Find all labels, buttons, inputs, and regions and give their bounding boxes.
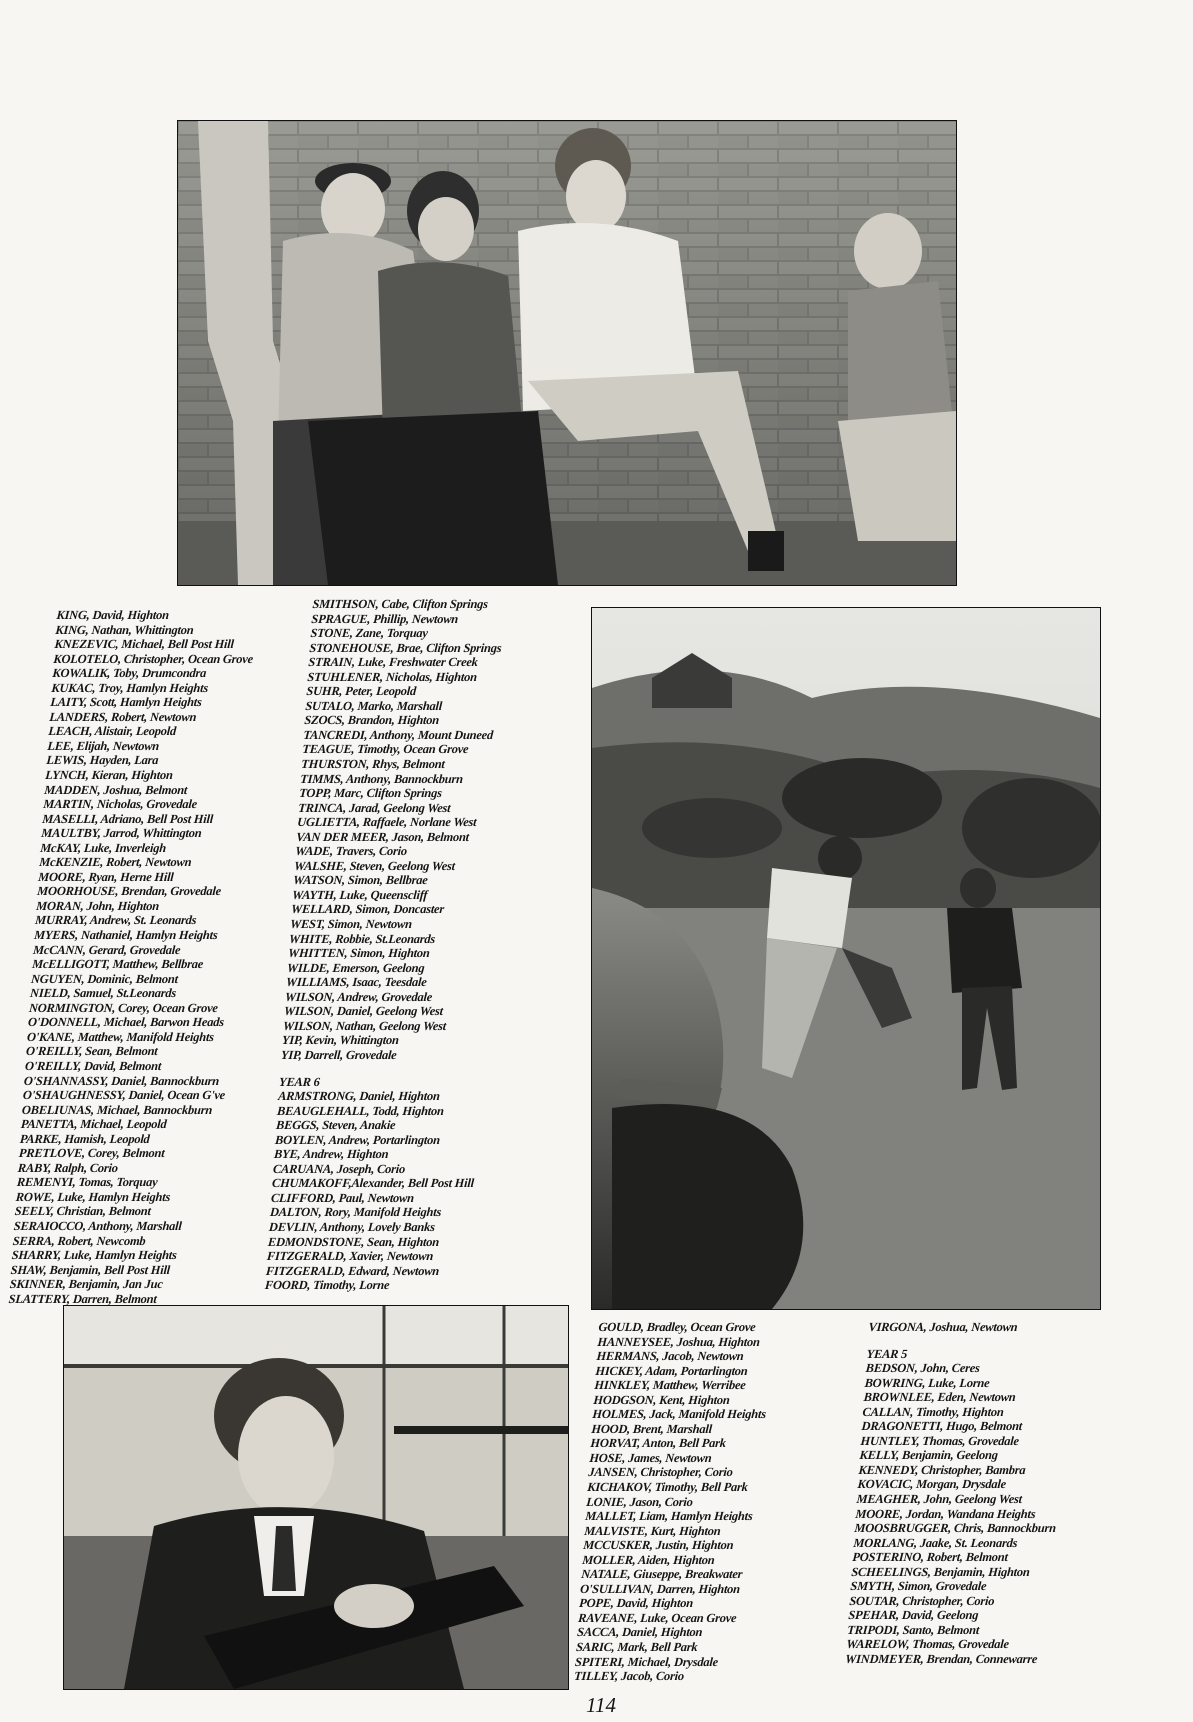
student-name-entry: McELLIGOTT, Matthew, Bellbrae [31,957,204,972]
student-name-entry: PANETTA, Michael, Leopold [20,1117,167,1132]
student-name-entry: POPE, David, Highton [578,1596,694,1611]
boys-sitting-against-brick-wall-photo [178,121,956,585]
student-name-entry: MCCUSKER, Justin, Highton [582,1538,734,1553]
student-name-entry: DRAGONETTI, Hugo, Belmont [861,1419,1023,1434]
student-name-entry: MALVISTE, Kurt, Highton [583,1523,721,1538]
student-name-entry: LEE, Elijah, Newtown [46,738,160,753]
student-name-entry: SPITERI, Michael, Drysdale [574,1654,719,1669]
student-name-entry: MADDEN, Joshua, Belmont [43,782,188,797]
student-name-entry: WILDE, Emerson, Geelong [286,960,425,975]
student-name-entry: TILLEY, Jacob, Corio [573,1669,685,1684]
student-name-entry: TRIPODI, Santo, Belmont [846,1622,980,1637]
student-name-entry: SKINNER, Benjamin, Jan Juc [9,1277,164,1292]
student-name-entry: NGUYEN, Dominic, Belmont [30,971,179,986]
student-name-entry: CHUMAKOFF,Alexander, Bell Post Hill [271,1176,475,1191]
student-name-entry: NIELD, Samuel, St.Leonards [29,986,177,1001]
student-name-entry: WILSON, Nathan, Geelong West [282,1018,447,1033]
student-name-entry: STONE, Zane, Torquay [309,626,429,641]
student-name-entry: O'KANE, Matthew, Manifold Heights [26,1029,215,1044]
student-name-entry: WHITE, Robbie, St.Leonards [288,931,436,946]
student-name-entry: SMYTH, Simon, Grovedale [849,1579,987,1594]
student-name-entry: MYERS, Nathaniel, Hamlyn Heights [33,928,218,943]
student-name-entry: FITZGERALD, Edward, Newtown [265,1263,440,1278]
student-name-entry: TRINCA, Jarad, Geelong West [297,800,451,815]
student-name-entry: SUHR, Peter, Leopold [305,684,417,699]
student-name-entry: TEAGUE, Timothy, Ocean Grove [301,742,469,757]
student-name-entry: KICHAKOV, Timothy, Bell Park [586,1480,749,1495]
student-name-entry: KOVACIC, Morgan, Drysdale [857,1477,1007,1492]
student-name-entry: MOLLER, Aiden, Highton [581,1552,715,1567]
student-name-entry: KENNEDY, Christopher, Bambra [858,1462,1026,1477]
student-name-entry: BOYLEN, Andrew, Portarlington [274,1132,441,1147]
student-name-entry: O'REILLY, Sean, Belmont [25,1044,159,1059]
student-name-entry: REMENYI, Tomas, Torquay [16,1175,158,1190]
student-name-entry: UGLIETTA, Raffaele, Norlane West [296,815,477,830]
student-name-entry: RABY, Ralph, Corio [17,1160,119,1175]
student-name-entry: DEVLIN, Anthony, Lovely Banks [268,1219,436,1234]
student-name-entry: LAITY, Scott, Hamlyn Heights [49,695,203,710]
student-name-entry: MORAN, John, Highton [35,898,160,913]
student-name-entry: GOULD, Bradley, Ocean Grove [598,1320,756,1334]
student-name-entry: ARMSTRONG, Daniel, Highton [277,1089,441,1104]
student-name-entry: STONEHOUSE, Brae, Clifton Springs [308,640,502,655]
student-name-entry: SHARRY, Luke, Hamlyn Heights [11,1248,178,1263]
student-name-entry: WALSHE, Steven, Geelong West [293,858,456,873]
student-name-entry: FITZGERALD, Xavier, Newtown [266,1249,434,1264]
student-name-entry: LYNCH, Kieran, Highton [44,768,174,783]
name-list-column-1 [8,608,259,1306]
student-name-entry: SEELY, Christian, Belmont [14,1204,152,1219]
students-by-creek-photo [592,608,1100,1309]
student-name-entry: HUNTLEY, Thomas, Grovedale [860,1433,1020,1448]
student-name-entry: STUHLENER, Nicholas, Highton [306,669,478,684]
student-name-entry: PRETLOVE, Corey, Belmont [18,1146,165,1161]
student-name-entry: O'REILLY, David, Belmont [24,1058,162,1073]
student-name-entry: WELLARD, Simon, Doncaster [290,902,445,917]
student-name-entry: YIP, Kevin, Whittington [281,1033,400,1048]
student-name-entry: O'SHANNASSY, Daniel, Bannockburn [23,1073,220,1088]
student-name-entry: CARUANA, Joseph, Corio [272,1161,406,1176]
student-name-entry: HOLMES, Jack, Manifold Heights [591,1407,767,1422]
student-name-entry: RAVEANE, Luke, Ocean Grove [577,1610,737,1625]
student-name-entry: HANNEYSEE, Joshua, Highton [597,1334,761,1349]
student-name-entry: TIMMS, Anthony, Bannockburn [299,771,464,786]
student-name-entry: EDMONDSTONE, Sean, Highton [267,1234,440,1249]
student-name-entry: MAULTBY, Jarrod, Whittington [40,826,202,841]
student-name-entry: OBELIUNAS, Michael, Bannockburn [21,1102,213,1117]
student-name-entry: KING, Nathan, Whittington [55,622,195,637]
student-name-entry: SARIC, Mark, Bell Park [575,1640,698,1655]
student-name-entry: MOORHOUSE, Brendan, Grovedale [36,884,222,899]
student-name-entry: VIRGONA, Joshua, Newtown [868,1320,1018,1334]
student-name-entry: MURRAY, Andrew, St. Leonards [34,913,197,928]
student-name-entry: SOUTAR, Christopher, Corio [848,1593,995,1608]
student-name-entry: WADE, Travers, Corio [294,844,408,859]
student-name-entry: KELLY, Benjamin, Geelong [859,1448,999,1463]
student-name-entry: WATSON, Simon, Bellbrae [292,873,429,888]
student-name-entry: MARTIN, Nicholas, Grovedale [42,797,198,812]
student-name-entry: NORMINGTON, Corey, Ocean Grove [28,1000,219,1015]
student-name-entry: MOOSBRUGGER, Chris, Bannockburn [853,1521,1057,1536]
student-name-entry: KOWALIK, Toby, Drumcondra [51,666,207,681]
student-name-entry: KING, David, Highton [56,608,170,622]
student-name-entry: HOOD, Brent, Marshall [590,1421,713,1436]
student-name-entry: MOORE, Jordan, Wandana Heights [854,1506,1036,1521]
student-name-entry: HORVAT, Anton, Bell Park [589,1436,727,1451]
student-name-entry: MASELLI, Adriano, Bell Post Hill [41,811,214,826]
student-name-entry: TANCREDI, Anthony, Mount Duneed [302,727,494,742]
student-name-entry: SCHEELINGS, Benjamin, Highton [850,1564,1031,1579]
student-name-entry: WAYTH, Luke, Queenscliff [291,887,428,902]
student-name-entry: BROWNLEE, Eden, Newtown [863,1390,1017,1405]
student-name-entry: MOORE, Ryan, Herne Hill [37,869,175,884]
student-name-entry: WILLIAMS, Isaac, Teesdale [285,975,428,990]
student-name-entry: SPEHAR, David, Geelong [847,1608,979,1623]
student-name-entry: KOLOTELO, Christopher, Ocean Grove [52,651,254,666]
student-name-entry: BOWRING, Luke, Lorne [864,1375,990,1390]
photo-boys-against-wall [177,120,957,586]
photo-student-at-desk [63,1305,569,1690]
student-name-entry: BYE, Andrew, Highton [273,1147,389,1162]
student-name-entry: HERMANS, Jacob, Newtown [595,1349,745,1364]
student-name-entry: WILSON, Daniel, Geelong West [283,1004,444,1019]
student-name-entry: LEACH, Alistair, Leopold [47,724,177,739]
student-name-entry: LEWIS, Hayden, Lara [45,753,159,768]
student-name-entry: KNEZEVIC, Michael, Bell Post Hill [53,637,235,652]
student-name-entry: O'SULLIVAN, Darren, Highton [579,1581,741,1596]
student-name-entry: FOORD, Timothy, Lorne [264,1278,390,1293]
student-name-entry: O'DONNELL, Michael, Barwon Heads [27,1015,225,1030]
student-name-entry: STRAIN, Luke, Freshwater Creek [307,655,479,670]
student-name-entry: CLIFFORD, Paul, Newtown [270,1190,415,1205]
student-name-entry: LONIE, Jason, Corio [585,1494,694,1509]
student-name-entry: HICKEY, Adam, Portarlington [594,1363,749,1378]
student-name-entry: SERAIOCCO, Anthony, Marshall [13,1218,183,1233]
student-name-entry: POSTERINO, Robert, Belmont [851,1550,1009,1565]
student-name-entry: WEST, Simon, Newtown [289,917,413,932]
student-name-entry: SACCA, Daniel, Highton [576,1625,703,1640]
student-name-entry: SHAW, Benjamin, Bell Post Hill [10,1262,171,1277]
student-name-entry: BEGGS, Steven, Anakie [275,1118,396,1133]
student-name-entry: SUTALO, Marko, Marshall [304,698,443,713]
student-name-entry: BEDSON, John, Ceres [865,1361,981,1376]
student-name-entry: CALLAN, Timothy, Highton [862,1404,1005,1419]
student-name-entry: SZOCS, Brandon, Highton [303,713,440,728]
student-name-entry: WHITTEN, Simon, Highton [287,946,431,961]
student-name-entry: WILSON, Andrew, Grovedale [284,989,433,1004]
student-name-entry: HOSE, James, Newtown [588,1450,712,1465]
student-name-entry: MEAGHER, John, Geelong West [855,1492,1023,1507]
student-at-desk-photo [64,1306,568,1689]
student-name-entry: SERRA, Robert, Newcomb [12,1233,146,1248]
student-name-entry: SLATTERY, Darren, Belmont [8,1291,158,1306]
student-name-entry: SPRAGUE, Phillip, Newtown [311,611,459,626]
student-name-entry: BEAUGLEHALL, Todd, Highton [276,1103,445,1118]
student-name-entry: HODGSON, Kent, Highton [592,1392,731,1407]
student-name-entry: KUKAC, Troy, Hamlyn Heights [50,680,209,695]
student-name-entry: LANDERS, Robert, Newtown [48,709,197,724]
year-heading: YEAR 5 [866,1346,908,1361]
student-name-entry: HINKLEY, Matthew, Werribee [593,1378,747,1393]
student-name-entry: McKAY, Luke, Inverleigh [39,840,167,855]
student-name-entry: TOPP, Marc, Clifton Springs [298,786,443,801]
student-name-entry: ROWE, Luke, Hamlyn Heights [15,1189,171,1204]
student-name-entry: NATALE, Giuseppe, Breakwater [580,1567,743,1582]
student-name-entry: JANSEN, Christopher, Corio [587,1465,734,1480]
photo-students-by-creek [591,607,1101,1310]
student-name-entry: SMITHSON, Cabe, Clifton Springs [312,597,489,611]
name-list-column-3 [574,1320,773,1684]
student-name-entry: MALLET, Liam, Hamlyn Heights [584,1509,753,1524]
student-name-entry: PARKE, Hamish, Leopold [19,1131,151,1146]
student-name-entry: THURSTON, Rhys, Belmont [300,757,446,772]
student-name-entry: VAN DER MEER, Jason, Belmont [295,829,470,844]
student-name-entry: MORLANG, Jaake, St. Leonards [852,1535,1018,1550]
student-name-entry: WINDMEYER, Brendan, Connewarre [844,1652,1038,1667]
name-list-column-2 [264,597,514,1293]
student-name-entry: DALTON, Rory, Manifold Heights [269,1205,442,1220]
page-number: 114 [586,1693,616,1717]
year-heading: YEAR 6 [278,1074,321,1089]
student-name-entry: WARELOW, Thomas, Grovedale [845,1637,1010,1652]
name-list-column-4 [845,1320,1071,1667]
student-name-entry: YIP, Darrell, Grovedale [280,1047,398,1062]
student-name-entry: McCANN, Gerard, Grovedale [32,942,181,957]
student-name-entry: McKENZIE, Robert, Newtown [38,855,192,870]
student-name-entry: O'SHAUGHNESSY, Daniel, Ocean G've [22,1088,226,1103]
